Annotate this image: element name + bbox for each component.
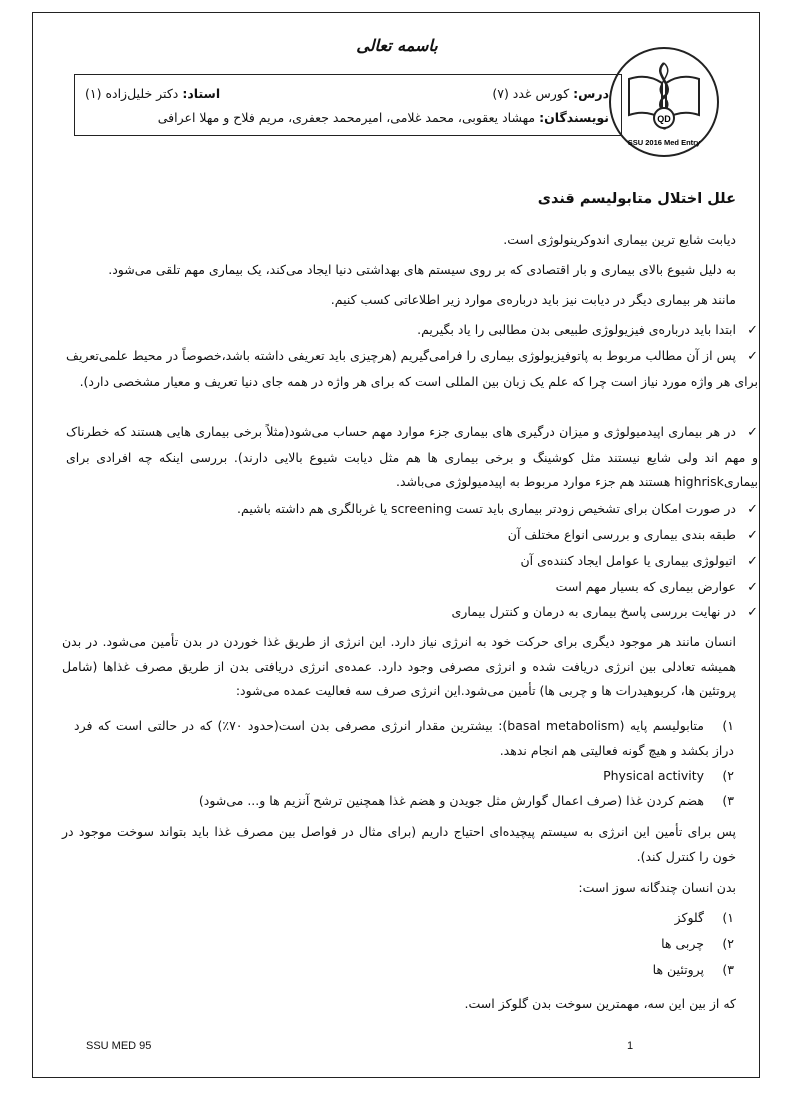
fuel-item: ۳)پروتئین ها [652,962,734,977]
checkmark-icon: ✓ [747,425,758,440]
checkmark-icon: ✓ [747,605,758,620]
bismillah-heading: باسمه تعالی [356,36,438,55]
checklist-item: ✓در هر بیماری اپیدمیولوژی و میزان درگیری های بیماری جزء موارد مهم حساب می‌شود(مثلاً برخی بیماری هایی هستند که خطرناک و مهم اند ولی شایع نیستند مثل کوشینگ و برخی بیماری ها هم مثل دیابت شیوع بالایی دارند). بررسی اینکه چه افرادی برای بیماری‌highrisk هستند هم جزء موارد مربوط به اپیدمیولوژی می‌باشد. [66,420,758,495]
intro-line-2: به دلیل شیوع بالای بیماری و بار اقتصادی که بر روی سیستم های بهداشتی دنیا ایجاد می‌کند، یک بیماری مهم تلقی می‌شود. [108,262,736,277]
fuels-intro: بدن انسان چندگانه سوز است: [578,880,736,895]
checklist-item: ✓طبقه بندی بیماری و بررسی انواع مختلف آن [66,523,758,549]
checklist-item: ✓در نهایت بررسی پاسخ بیماری به درمان و کنترل بیماری [66,600,758,626]
checklist-item: ✓ابتدا باید درباره‌ی فیزیولوژی طبیعی بدن مطالبی را یاد بگیریم. [66,318,758,344]
footer-course-code: SSU MED 95 [86,1040,152,1052]
footer-page-number: 1 [627,1040,634,1052]
fuel-item: ۱)گلوکز [674,910,734,925]
conclusion-line: که از بین این سه، مهمترین سوخت بدن گلوکز است. [464,996,736,1011]
checklist-item: ✓در صورت امکان برای تشخیص زودتر بیماری باید تست screening یا غربالگری هم داشته باشیم. [66,497,758,523]
teacher-info: استاد: دکتر خلیل‌زاده (۱) [85,85,221,101]
checklist-item: ✓پس از آن مطالب مربوط به پاتوفیزیولوژی بیماری را فرامی‌گیریم (هرچیزی باید تعریفی داشته باشد،خصوصاً در محیط علمی‌تعریف برای هر واژه مورد نیاز است چرا که علم یک زبان بین المللی است که برای هر واژه در همه جای دنیا تعریف و معیار مشخصی دارد). [66,344,758,394]
energy-use-item: ۳)هضم کردن غذا (صرف اعمال گوارش مثل جویدن و هضم غذا همچنین ترشح آنزیم ها و... می‌شود) [198,793,734,808]
complex-system-paragraph: پس برای تأمین این انرژی به سیستم پیچیده‌ای احتیاج داریم (برای مثال در فواصل بین مصرف غذا باید بتواند سوخت موجود در خون را کنترل کند). [62,824,736,864]
authors-info: نویسندگان: مهشاد یعقوبی، محمد غلامی، امیرمحمد جعفری، مریم فلاح و مهلا اعرافی [157,109,609,125]
logo-caption: SSU 2016 Med Entry [627,138,701,147]
logo-monogram: QD [657,114,671,124]
energy-use-item: ۱)متابولیسم پایه (basal metabolism): بیشترین مقدار انرژی مصرفی بدن است(حدود ۷۰٪) که در حالتی است که فرد دراز بکشد و هیچ گونه فعالیتی هم انجام ندهد. [74,718,734,758]
ssu-logo [607,45,721,159]
intro-line-3: مانند هر بیماری دیگر در دیابت نیز باید درباره‌ی موارد زیر اطلاعاتی کسب کنیم. [330,292,736,307]
fuel-item: ۲)چربی ها [661,936,734,951]
header-info-box [74,74,622,136]
checkmark-icon: ✓ [747,528,758,543]
checkmark-icon: ✓ [747,554,758,569]
energy-use-item: ۲)Physical activity [603,768,734,783]
checklist-item: ✓عوارض بیماری که بسیار مهم است [66,575,758,601]
checkmark-icon: ✓ [747,323,758,338]
energy-paragraph: انسان مانند هر موجود دیگری برای حرکت خود به انرژی نیاز دارد. این انرژی از طریق غذا خوردن در بدن تأمین می‌شود. در بدن همیشه تعادلی بین انرژی دریافت شده و انرژی مصرفی وجود دارد. عمده‌ی انرژی دریافتی بدن از طریق مصرف غذاها (شامل پروتئین ها، کربوهیدرات ها و چربی ها) تأمین می‌شود.این انرژی صرف سه فعالیت عمده می‌شود: [62,634,736,698]
checklist-item: ✓اتیولوژی بیماری یا عوامل ایجاد کننده‌ی آن [66,549,758,575]
checkmark-icon: ✓ [747,580,758,595]
course-info: درس: کورس غدد (۷) [492,85,609,101]
intro-line-1: دیابت شایع ترین بیماری اندوکرینولوژی است. [503,232,736,247]
checkmark-icon: ✓ [747,349,758,364]
section-title: علل اختلال متابولیسم قندی [537,191,736,207]
checkmark-icon: ✓ [747,502,758,517]
